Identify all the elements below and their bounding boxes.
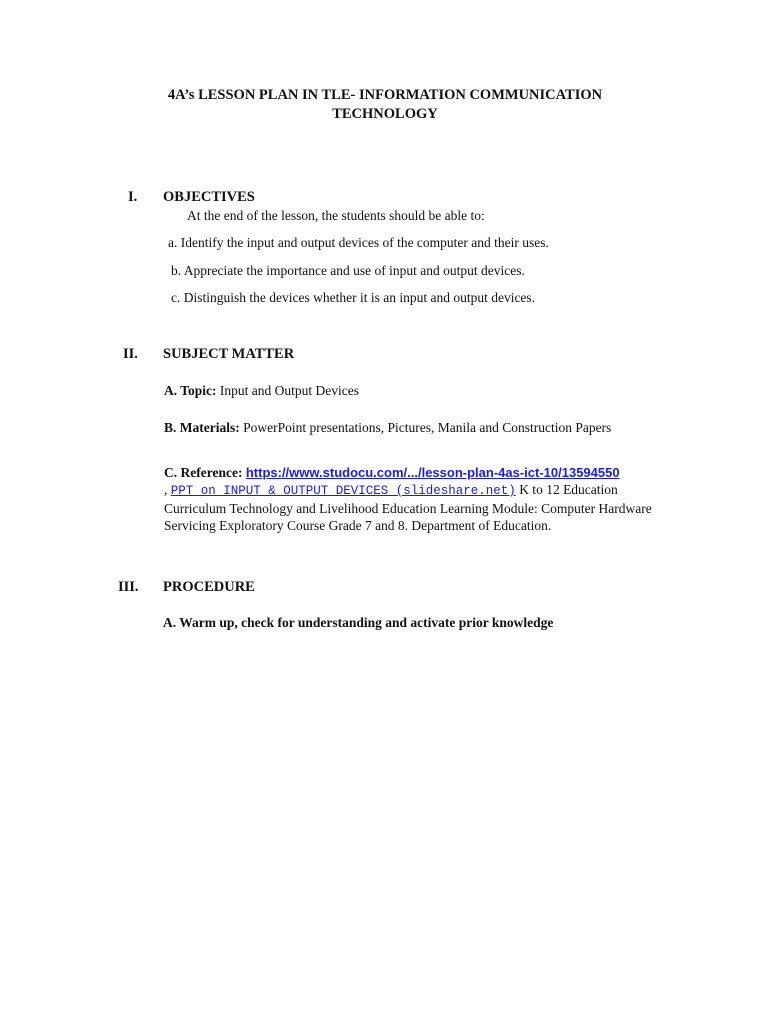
reference-text: K to 12 Education Curriculum Technology and Livelihood Education Learning Module: Computer Hardware Servicing Exploratory Course Grade 7 and 8. Department of Education. — [164, 482, 652, 533]
materials-label: B. Materials: — [164, 420, 240, 435]
topic-line — [164, 383, 359, 399]
objective-item-b: b. Appreciate the importance and use of input and output devices. — [171, 263, 525, 278]
title-line-1: 4A’s LESSON PLAN IN TLE- INFORMATION COMMUNICATION — [167, 87, 603, 103]
section-heading-procedure: PROCEDURE — [163, 579, 255, 595]
document-title — [120, 86, 650, 124]
objectives-intro: At the end of the lesson, the students should be able to: — [187, 208, 485, 223]
reference-link-studocu[interactable]: https://www.studocu.com/.../lesson-plan-4as-ict-10/13594550 — [245, 465, 620, 480]
topic-value: Input and Output Devices — [219, 383, 359, 398]
section-number-procedure: III. — [118, 579, 139, 595]
title-line-2: TECHNOLOGY — [332, 106, 438, 122]
materials-paragraph — [164, 419, 674, 436]
objective-item-a: a. Identify the input and output devices of the computer and their uses. — [168, 235, 549, 250]
reference-paragraph — [164, 464, 679, 534]
section-number-objectives: I. — [128, 189, 138, 205]
section-heading-objectives: OBJECTIVES — [163, 189, 255, 205]
reference-separator: , — [164, 482, 168, 497]
procedure-item-a: A. Warm up, check for understanding and activate prior knowledge — [163, 615, 554, 630]
reference-label: C. Reference: — [164, 465, 243, 480]
materials-value: PowerPoint presentations, Pictures, Manila and Construction Papers — [243, 420, 612, 435]
topic-label: A. Topic: — [164, 383, 217, 398]
section-number-subject-matter: II. — [123, 346, 138, 362]
reference-link-slideshare[interactable]: PPT on INPUT & OUTPUT DEVICES (slideshare.net) — [170, 484, 516, 498]
section-heading-subject-matter: SUBJECT MATTER — [163, 346, 295, 362]
objective-item-c: c. Distinguish the devices whether it is an input and output devices. — [171, 290, 536, 305]
